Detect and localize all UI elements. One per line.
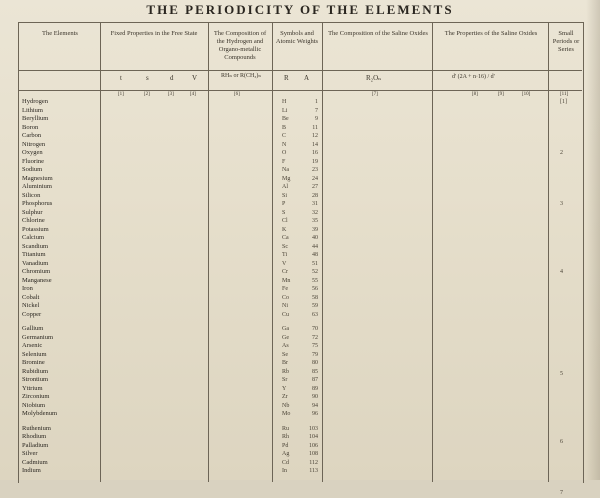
sub-col10: [10]	[522, 92, 531, 97]
weights-cell: 63	[312, 311, 318, 318]
header-divider	[18, 70, 582, 71]
element-name: Lithium	[22, 106, 43, 114]
symbols-cell: Cu	[282, 311, 290, 318]
symbols-cell: Cl	[282, 218, 288, 224]
element-name: Aluminium	[22, 183, 52, 190]
symbols-cell: Ag	[282, 451, 290, 457]
element-name: Hydrogen	[22, 98, 48, 105]
symbols-cell: In	[282, 468, 287, 474]
header-fixed-properties: Fixed Properties in the Free State	[110, 30, 198, 37]
sub-col9: [9]	[498, 92, 504, 97]
element-name: Rubidium	[22, 367, 49, 375]
symbols-cell: As	[282, 343, 289, 349]
page-title: THE PERIODICITY OF THE ELEMENTS	[146, 2, 454, 17]
element-name: Rhodium	[22, 433, 47, 440]
weights-cell: 89	[312, 385, 318, 392]
element-name: Magnesium	[22, 174, 53, 182]
header-elements: The Elements	[42, 30, 78, 37]
sub-col2: [2]	[144, 92, 150, 97]
weights-cell: 52	[312, 269, 318, 275]
symbols-cell: Zr	[282, 394, 288, 400]
element-name: Zirconium	[22, 393, 50, 400]
element-name: Arsenic	[22, 342, 43, 349]
weights-cell: 90	[312, 394, 318, 400]
symbols-cell: Y	[282, 385, 287, 392]
element-name: Indium	[22, 467, 41, 474]
weights-cell: 104	[309, 434, 318, 440]
symbols-cell: Ni	[282, 303, 288, 309]
weights-cell: 27	[312, 184, 318, 190]
element-name: Bromine	[22, 359, 45, 366]
symbols-cell: Pd	[282, 442, 289, 449]
symbols-cell: Ca	[282, 235, 289, 241]
subheader-divider	[18, 90, 582, 91]
symbols-cell: Nb	[282, 402, 290, 409]
period-number: 3	[560, 201, 563, 207]
weights-cell: 80	[312, 360, 318, 366]
column-divider	[272, 22, 273, 482]
element-name: Gallium	[22, 325, 44, 332]
column-divider	[432, 22, 433, 482]
element-name: Silver	[22, 450, 38, 457]
weights-cell: 40	[312, 235, 318, 241]
symbols-cell: Sr	[282, 377, 288, 383]
weights-cell: 24	[312, 175, 318, 182]
sub-s: s	[146, 74, 149, 82]
symbols-cell: O	[282, 150, 287, 156]
element-name: Ruthenium	[22, 424, 51, 432]
weights-cell: 14	[312, 141, 318, 148]
weights-cell: 106	[309, 442, 318, 449]
sub-r: R	[284, 74, 289, 82]
weights-cell: 85	[312, 368, 318, 375]
column-divider	[100, 22, 101, 482]
sub-hydro-formula: RHₙ or R(CH₃)ₙ	[221, 73, 261, 79]
weights-cell: 87	[312, 377, 318, 383]
weight-column	[300, 98, 318, 476]
element-name: Carbon	[22, 132, 42, 139]
weights-cell: 7	[315, 107, 318, 114]
header-hydrogen-compounds: The Composition of the Hydrogen and Organo-metallic Compounds	[213, 30, 267, 61]
weights-cell: 35	[312, 218, 318, 224]
weights-cell: 23	[312, 167, 318, 173]
weights-cell: 9	[315, 116, 318, 122]
column-divider	[208, 22, 209, 482]
symbols-cell: Se	[282, 351, 288, 358]
symbols-cell: Li	[282, 107, 288, 114]
symbols-cell: Ti	[282, 252, 288, 258]
element-name: Germanium	[22, 333, 54, 341]
period-number: 5	[560, 371, 563, 377]
weights-cell: 51	[312, 260, 318, 267]
symbols-cell: Rh	[282, 434, 290, 440]
weights-cell: 19	[312, 158, 318, 165]
element-name: Palladium	[22, 441, 49, 449]
weights-cell: 28	[312, 192, 318, 199]
weights-cell: 32	[312, 209, 318, 216]
symbols-cell: Si	[282, 192, 288, 199]
symbols-cell: Mn	[282, 277, 291, 284]
symbols-cell: Ge	[282, 334, 289, 341]
element-name: Iron	[22, 285, 33, 292]
sub-prop-formula: d' (2A + n·16) / d'	[452, 74, 495, 80]
sub-col6: [6]	[234, 92, 240, 97]
symbols-cell: F	[282, 158, 286, 165]
period-number: 6	[560, 439, 563, 445]
weights-cell: 31	[312, 201, 318, 207]
symbols-cell: Al	[282, 184, 288, 190]
symbols-cell: Cd	[282, 459, 290, 466]
element-name: Potassium	[22, 225, 49, 233]
period-number: 2	[560, 150, 563, 156]
period-number: 7	[560, 490, 563, 496]
symbols-cell: Fe	[282, 286, 288, 292]
element-name: Boron	[22, 123, 39, 131]
element-name: Nickel	[22, 302, 40, 309]
element-name: Beryllium	[22, 115, 49, 122]
page-edge-shadow	[586, 0, 600, 480]
sub-a: A	[304, 74, 310, 82]
element-name: Sulphur	[22, 208, 43, 216]
sub-col11: [11]	[560, 92, 569, 97]
symbols-cell: Sc	[282, 243, 288, 250]
symbols-cell: K	[282, 226, 287, 233]
element-name: Nitrogen	[22, 140, 46, 148]
symbols-cell: P	[282, 201, 286, 207]
element-name: Titanium	[22, 251, 46, 258]
sub-col1: [1]	[118, 92, 124, 97]
weights-cell: 112	[309, 459, 318, 466]
symbols-cell: S	[282, 209, 286, 216]
symbols-cell: Be	[282, 116, 289, 122]
weights-cell: 48	[312, 252, 318, 258]
period-number: 4	[560, 269, 563, 275]
weights-cell: 113	[309, 468, 318, 474]
symbols-cell: Ga	[282, 326, 289, 332]
weights-cell: 75	[312, 343, 318, 349]
element-name: Niobium	[22, 401, 46, 409]
element-name: Chlorine	[22, 217, 45, 224]
weights-cell: 96	[312, 411, 318, 417]
header-small-periods: Small Periods or Series	[552, 30, 580, 53]
column-divider	[322, 22, 323, 482]
weights-cell: 56	[312, 286, 318, 292]
sub-d: d	[170, 74, 174, 82]
weights-cell: 58	[312, 294, 318, 301]
symbol-column	[282, 98, 298, 476]
header-saline-oxides: The Composition of the Saline Oxides	[328, 30, 428, 37]
weights-cell: 55	[312, 277, 318, 284]
element-name: Scandium	[22, 242, 48, 250]
header-oxide-properties: The Properties of the Saline Oxides	[444, 30, 538, 37]
element-name: Copper	[22, 310, 42, 318]
weights-cell: 108	[309, 451, 318, 457]
weights-cell: 1	[315, 99, 318, 105]
element-name: Oxygen	[22, 149, 43, 156]
symbols-cell: Br	[282, 360, 288, 366]
symbols-cell: Rb	[282, 368, 290, 375]
sub-col4: [4]	[190, 92, 196, 97]
column-divider	[548, 22, 549, 482]
weights-cell: 72	[312, 334, 318, 341]
symbols-cell: Mo	[282, 411, 291, 417]
element-name: Cobalt	[22, 293, 40, 301]
element-name: Fluorine	[22, 157, 45, 165]
sub-v: V	[192, 74, 198, 82]
element-name: Strontium	[22, 376, 49, 383]
weights-cell: 59	[312, 303, 318, 309]
element-name: Calcium	[22, 234, 45, 241]
weights-cell: 44	[312, 243, 318, 250]
symbols-cell: Cr	[282, 269, 288, 275]
symbols-cell: Ru	[282, 425, 290, 432]
sub-oxide-formula: R₂Oₙ	[366, 74, 382, 82]
element-name: Phosphorus	[22, 200, 53, 207]
weights-cell: 103	[309, 425, 318, 432]
element-name: Cadmium	[22, 458, 48, 466]
weights-cell: 94	[312, 402, 318, 409]
weights-cell: 70	[312, 326, 318, 332]
element-list	[22, 98, 100, 476]
weights-cell: 11	[312, 124, 318, 131]
period-number: [1]	[560, 99, 567, 105]
element-name: Selenium	[22, 350, 47, 358]
sub-col7: [7]	[372, 92, 378, 97]
sub-col8: [8]	[472, 92, 478, 97]
symbols-cell: V	[282, 260, 287, 267]
element-name: Manganese	[22, 276, 52, 284]
symbols-cell: C	[282, 133, 287, 139]
weights-cell: 39	[312, 226, 318, 233]
header-atomic-weights: Symbols and Atomic Weights	[275, 30, 319, 45]
element-name: Molybdenum	[22, 410, 58, 417]
symbols-cell: N	[282, 141, 287, 148]
symbols-cell: Co	[282, 294, 290, 301]
weights-cell: 16	[312, 150, 318, 156]
symbols-cell: Na	[282, 167, 289, 173]
symbols-cell: B	[282, 124, 287, 131]
symbols-cell: Mg	[282, 175, 291, 182]
sub-col3: [3]	[168, 92, 174, 97]
element-name: Silicon	[22, 191, 41, 199]
element-name: Yttrium	[22, 384, 43, 392]
element-name: Sodium	[22, 166, 43, 173]
weights-cell: 12	[312, 133, 318, 139]
symbols-cell: H	[282, 99, 287, 105]
element-name: Chromium	[22, 268, 51, 275]
element-name: Vanadium	[22, 259, 49, 267]
weights-cell: 79	[312, 351, 318, 358]
sub-t: t	[120, 74, 122, 82]
